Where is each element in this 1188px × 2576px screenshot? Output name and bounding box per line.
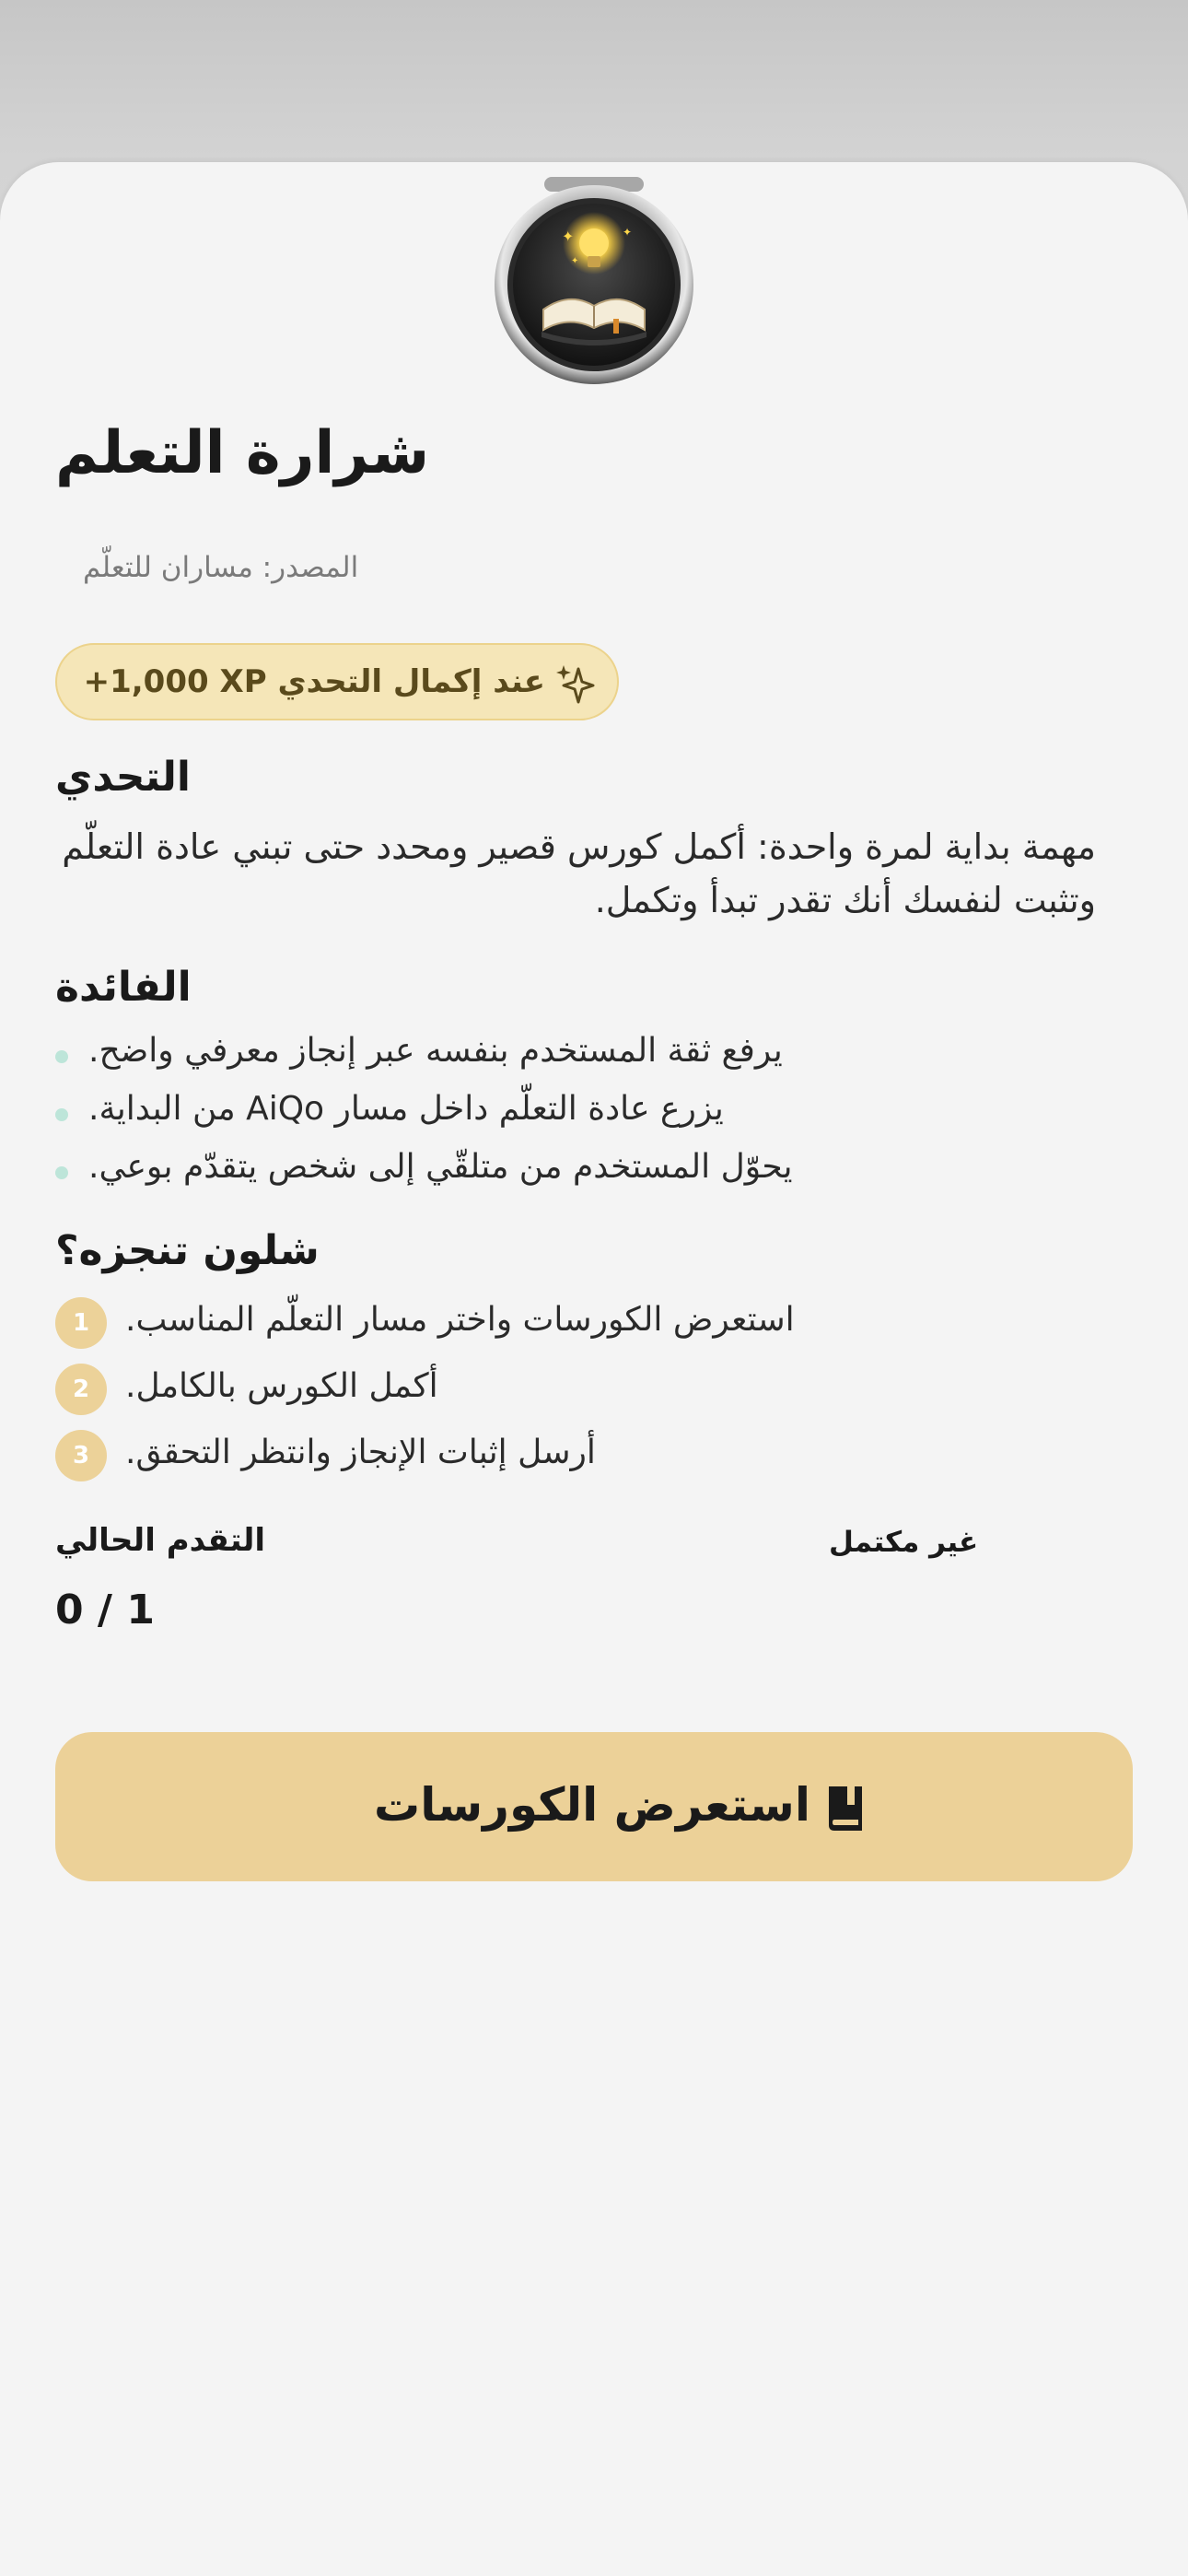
svg-text:✦: ✦: [571, 256, 579, 266]
sparkles-icon: [553, 662, 597, 706]
benefit-item: [55, 1032, 1096, 1078]
svg-text:✦: ✦: [562, 228, 575, 245]
step-item: [55, 1364, 1096, 1419]
benefit-item: [55, 1090, 1096, 1136]
browse-courses-label: استعرض الكورسات: [373, 1778, 810, 1832]
svg-text:✦: ✦: [623, 226, 633, 239]
bullet-dot: [55, 1050, 68, 1063]
progress-label: التقدم الحالي: [55, 1522, 266, 1559]
bullet-dot: [55, 1108, 68, 1121]
step-text: أرسل إثبات الإنجاز وانتظر التحقق.: [125, 1434, 596, 1471]
challenge-heading: التحدي: [55, 754, 192, 801]
bullet-dot: [55, 1166, 68, 1179]
badge-source: المصدر: مساران للتعلّم: [83, 551, 359, 584]
step-text: أكمل الكورس بالكامل.: [125, 1367, 438, 1405]
book-icon: [821, 1783, 869, 1834]
progress-value: 0 / 1: [55, 1587, 155, 1633]
xp-reward-text: عند إكمال التحدي ‪+1,000 XP‬: [83, 663, 545, 700]
step-item: [55, 1297, 1096, 1352]
challenge-description: مهمة بداية لمرة واحدة: أكمل كورس قصير ومحدد حتى تبني عادة التعلّم وتثبت لنفسك أنك تقدر تبدأ وتكمل.: [62, 826, 1096, 920]
benefit-item-text: يرفع ثقة المستخدم بنفسه عبر إنجاز معرفي واضح.: [88, 1032, 783, 1070]
step-number: 2: [55, 1364, 107, 1415]
step-text: استعرض الكورسات واختر مسار التعلّم المناسب.: [125, 1301, 795, 1339]
progress-status: غير مكتمل: [829, 1526, 979, 1559]
browse-courses-button[interactable]: [55, 1732, 1133, 1881]
xp-reward-pill: [55, 643, 619, 720]
benefit-heading: الفائدة: [55, 964, 192, 1011]
badge-title: شرارة التعلم: [55, 419, 430, 487]
benefit-item: [55, 1148, 1096, 1194]
step-item: [55, 1430, 1096, 1485]
how-heading: شلون تنجزه؟: [55, 1227, 320, 1274]
benefit-item-text: يحوّل المستخدم من متلقّي إلى شخص يتقدّم بوعي.: [88, 1148, 793, 1186]
benefit-item-text: يزرع عادة التعلّم داخل مسار AiQo من البداية.: [88, 1090, 724, 1128]
step-number: 3: [55, 1430, 107, 1481]
badge-medal-icon: [486, 181, 702, 385]
step-number: 1: [55, 1297, 107, 1349]
